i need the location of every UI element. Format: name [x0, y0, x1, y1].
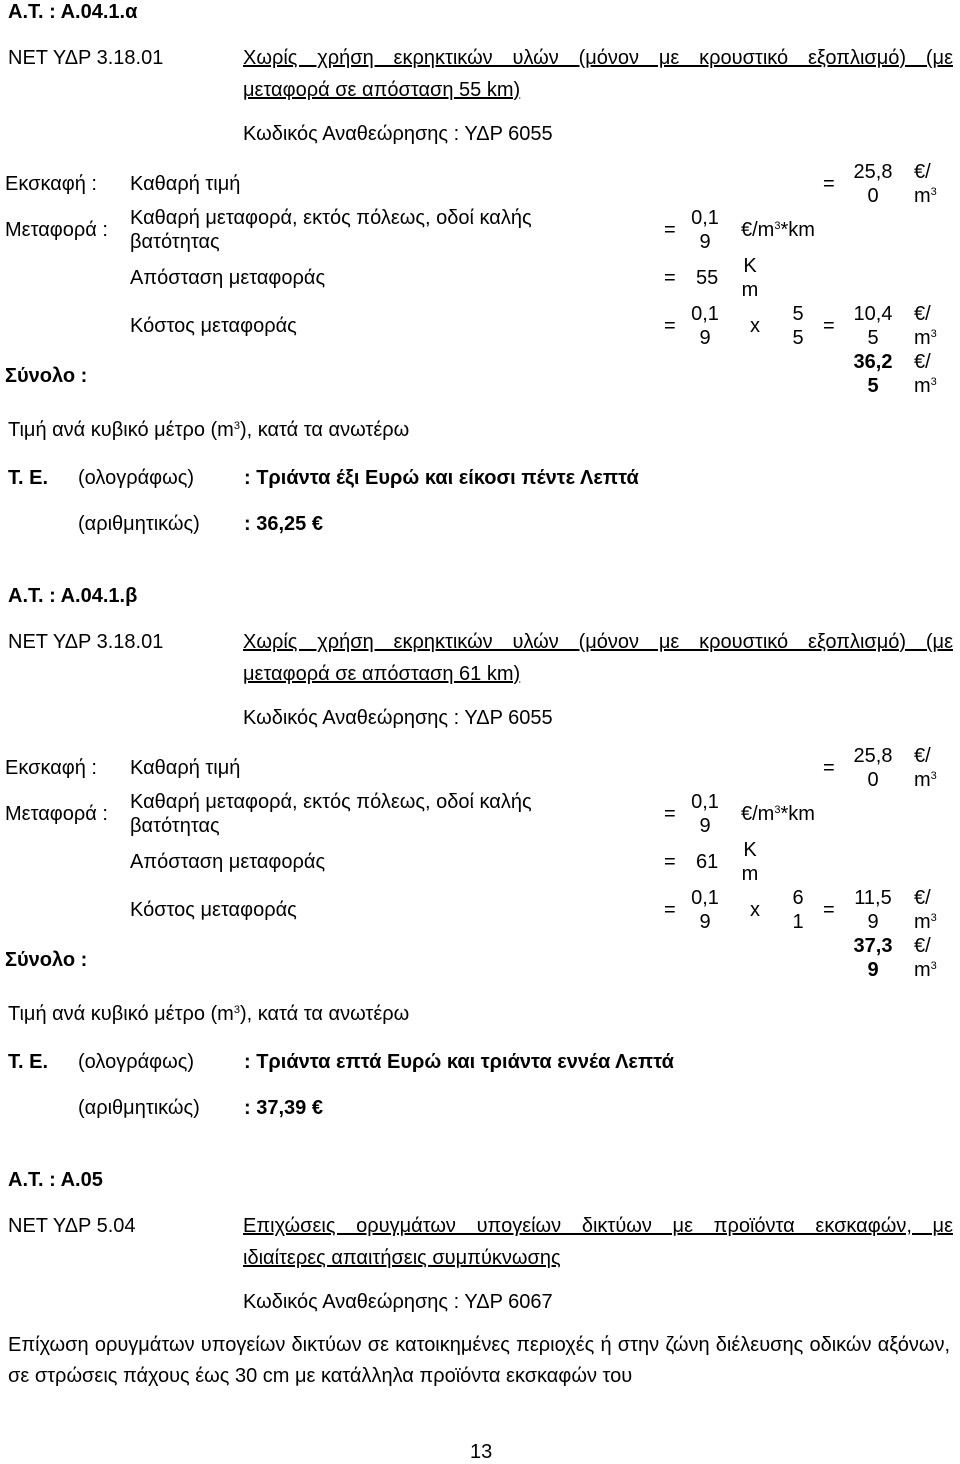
times-sign: x [750, 315, 760, 337]
times-sign: x [750, 899, 760, 921]
price-numeric: : 36,25 € [244, 513, 323, 535]
net-price-label: Καθαρή τιμή [130, 757, 241, 779]
cost-rate: 0,1 9 [691, 887, 719, 933]
distance-factor: 6 1 [792, 887, 804, 933]
te-label: Τ. Ε. [8, 1051, 49, 1073]
revision-code: Κωδικός Αναθεώρησης : ΥΔΡ 6055 [243, 123, 553, 145]
equals-sign: = [823, 757, 835, 779]
transport-description: Καθαρή μεταφορά, εκτός πόλεως, οδοί καλής βατότητας [130, 207, 532, 253]
price-per-m3-note: Τιμή ανά κυβικό μέτρο $(m^3)$, κατά τα ανωτέρω [8, 1003, 410, 1025]
total-label: Σύνολο : [5, 365, 88, 387]
price-in-words: : Τριάντα επτά Ευρώ και τριάντα εννέα Λεπτά [244, 1051, 674, 1073]
section-header: Α.Τ. : Α.05 [8, 1169, 103, 1191]
distance-unit: K m [741, 839, 759, 885]
item-title-line2: μεταφορά σε απόσταση 55 km) [243, 79, 521, 101]
total-value: 36,2 5 [853, 351, 893, 397]
distance-label: Απόσταση μεταφοράς [130, 851, 326, 873]
equals-sign: = [664, 803, 676, 825]
distance-label: Απόσταση μεταφοράς [130, 267, 326, 289]
price-per-m3-note: Τιμή ανά κυβικό μέτρο $(m^3)$, κατά τα ανωτέρω [8, 419, 410, 441]
unit-euro-per-m3: €/ $m^3$ [914, 161, 937, 207]
revision-code: Κωδικός Αναθεώρησης : ΥΔΡ 6055 [243, 707, 553, 729]
distance-factor: 5 5 [792, 303, 804, 349]
unit-euro-per-m3: €/ $m^3$ [914, 351, 937, 397]
excavation-label: Εκσκαφή : [5, 173, 97, 195]
equals-sign: = [664, 219, 676, 241]
distance-value: 55 [696, 267, 719, 289]
item-code: ΝΕΤ ΥΔΡ 5.04 [8, 1215, 136, 1237]
te-label: Τ. Ε. [8, 467, 49, 489]
item-title-line1: Χωρίς χρήση εκρηκτικών υλών (μόνον με κρουστικό εξοπλισμό) (με [243, 47, 953, 69]
item-title-line2: μεταφορά σε απόσταση 61 km) [243, 663, 521, 685]
page-header: Α.Τ. : Α.04.1.α [8, 1, 138, 23]
excavation-label: Εκσκαφή : [5, 757, 97, 779]
excavation-value: 25,8 0 [853, 745, 893, 791]
price-numeric: : 37,39 € [244, 1097, 323, 1119]
item-title-line1: Χωρίς χρήση εκρηκτικών υλών (μόνον με κρουστικό εξοπλισμό) (με [243, 631, 953, 653]
revision-code: Κωδικός Αναθεώρησης : ΥΔΡ 6067 [243, 1291, 553, 1313]
item-code: ΝΕΤ ΥΔΡ 3.18.01 [8, 47, 164, 69]
price-in-words: : Τριάντα έξι Ευρώ και είκοσι πέντε Λεπτά [244, 467, 639, 489]
unit-euro-per-m3: €/ $m^3$ [914, 745, 937, 791]
cost-value: 11,5 9 [854, 887, 892, 933]
words-label: (ολογράφως) [78, 1051, 195, 1073]
unit-euro-per-m3: €/ $m^3$ [914, 303, 937, 349]
numeric-label: (αριθμητικώς) [78, 1097, 200, 1119]
cost-value: 10,4 5 [853, 303, 893, 349]
item-title-line2: ιδιαίτερες απαιτήσεις συμπύκνωσης [243, 1247, 561, 1269]
equals-sign: = [823, 173, 835, 195]
item-title-line1: Επιχώσεις ορυγμάτων υπογείων δικτύων με προϊόντα εκσκαφών, με [243, 1215, 953, 1237]
total-value: 37,3 9 [853, 935, 893, 981]
equals-sign: = [823, 899, 835, 921]
cost-label: Κόστος μεταφοράς [130, 315, 297, 337]
cost-label: Κόστος μεταφοράς [130, 899, 297, 921]
transport-label: Μεταφορά : [5, 803, 108, 825]
words-label: (ολογράφως) [78, 467, 195, 489]
item-code: ΝΕΤ ΥΔΡ 3.18.01 [8, 631, 164, 653]
transport-rate: 0,1 9 [691, 207, 719, 253]
cost-rate: 0,1 9 [691, 303, 719, 349]
rate-unit: $€/m^3*km$ [741, 219, 815, 241]
transport-rate: 0,1 9 [691, 791, 719, 837]
transport-label: Μεταφορά : [5, 219, 108, 241]
page-number: 13 [470, 1441, 493, 1463]
equals-sign: = [664, 267, 676, 289]
equals-sign: = [664, 899, 676, 921]
item-description: Επίχωση ορυγμάτων υπογείων δικτύων σε κατοικημένες περιοχές ή στην ζώνη διέλευσης οδικών αξόνων, σε στρώσεις πάχους έως 30 cm με κατάλληλα προϊόντα εκσκαφών του [8, 1334, 950, 1387]
numeric-label: (αριθμητικώς) [78, 513, 200, 535]
distance-value: 61 [696, 851, 719, 873]
equals-sign: = [664, 851, 676, 873]
equals-sign: = [823, 315, 835, 337]
total-label: Σύνολο : [5, 949, 88, 971]
rate-unit: $€/m^3*km$ [741, 803, 815, 825]
transport-description: Καθαρή μεταφορά, εκτός πόλεως, οδοί καλής βατότητας [130, 791, 532, 837]
distance-unit: K m [741, 255, 759, 301]
unit-euro-per-m3: €/ $m^3$ [914, 887, 937, 933]
section-header: Α.Τ. : Α.04.1.β [8, 585, 138, 607]
excavation-value: 25,8 0 [853, 161, 893, 207]
net-price-label: Καθαρή τιμή [130, 173, 241, 195]
unit-euro-per-m3: €/ $m^3$ [914, 935, 937, 981]
equals-sign: = [664, 315, 676, 337]
